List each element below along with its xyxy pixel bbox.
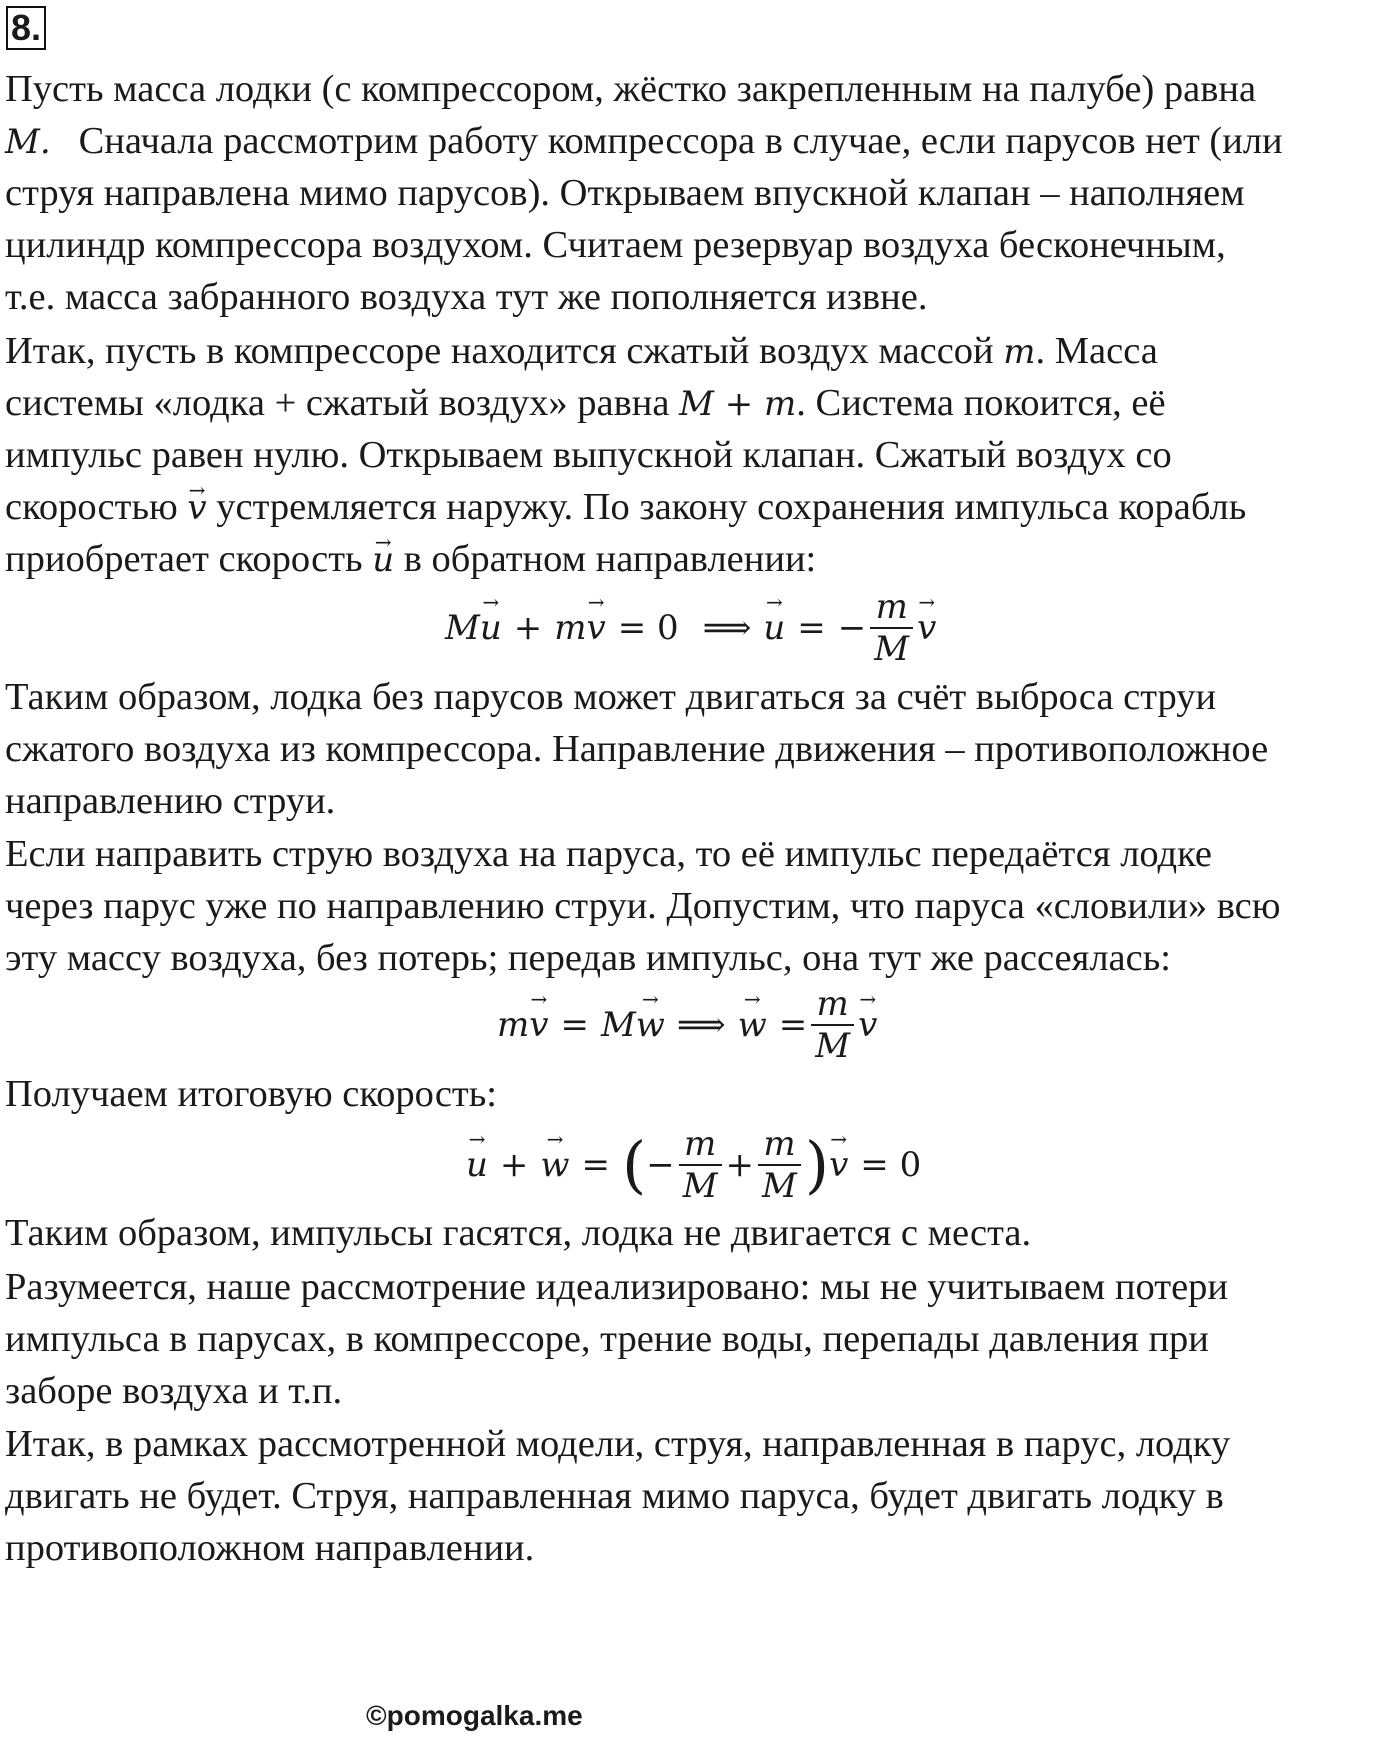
math-m: m — [1003, 332, 1036, 372]
text-line: Таким образом, лодка без парусов может двигаться за счёт выброса струи — [5, 676, 1217, 718]
text-line: заборе воздуха и т.п. — [5, 1370, 343, 1412]
text-line — [5, 381, 1166, 426]
text-line — [5, 537, 816, 582]
text-segment: в обратном направлении: — [403, 538, 817, 580]
text-line: Пусть масса лодки (с компрессором, жёстко закрепленным на палубе) равна — [5, 68, 1257, 110]
fraction-m-over-M: $\frac{m}{M}$ — [679, 1124, 722, 1206]
text-segment: . Система покоится, её — [796, 382, 1166, 424]
equation-momentum-boat: M → u + m → v = 0 ⟹ → u = − $\frac{m}{M}$ → v — [445, 588, 936, 668]
fraction-m-over-M: $\frac{m}{M}$ — [870, 587, 913, 669]
text-line: Получаем итоговую скорость: — [5, 1073, 498, 1115]
text-segment: Итак, пусть в компрессоре находится сжатый воздух массой — [5, 330, 994, 372]
text-segment: системы «лодка + сжатый воздух» равна — [5, 382, 670, 424]
equation-total-velocity: → u + → w = ( − $\frac{m}{M}$ + $\frac{m}{M}$ ) → v = 0 — [466, 1125, 921, 1205]
fraction-m-over-M: $\frac{m}{M}$ — [758, 1124, 801, 1206]
text-segment: приобретает скорость — [5, 538, 363, 580]
text-line: сжатого воздуха из компрессора. Направление движения – противоположное — [5, 728, 1269, 770]
text-line: Итак, в рамках рассмотренной модели, струя, направленная в парус, лодку — [5, 1423, 1231, 1465]
text-line: цилиндр компрессора воздухом. Считаем резервуар воздуха бесконечным, — [5, 224, 1226, 266]
text-segment: Сначала рассмотрим работу компрессора в случае, если парусов нет (или — [78, 120, 1283, 162]
text-line: Если направить струю воздуха на паруса, то её импульс передаётся лодке — [5, 833, 1212, 875]
text-line: импульс равен нулю. Открываем выпускной клапан. Сжатый воздух со — [5, 434, 1172, 476]
text-line — [5, 485, 1246, 530]
text-line: противоположном направлении. — [5, 1527, 535, 1569]
text-line: импульса в парусах, в компрессоре, трение воды, перепады давления при — [5, 1318, 1209, 1360]
text-line: эту массу воздуха, без потерь; передав импульс, она тут же рассеялась: — [5, 937, 1171, 979]
math-M: M. — [5, 122, 51, 162]
problem-number: 8. — [6, 6, 46, 50]
fraction-m-over-M: $\frac{m}{M}$ — [811, 984, 854, 1066]
equation-momentum-sail: m → v = M → w ⟹ → w = $\frac{m}{M}$ → v — [497, 985, 877, 1065]
text-line: через парус уже по направлению струи. Допустим, что паруса «словили» всю — [5, 885, 1281, 927]
vector-v: → v — [187, 486, 206, 530]
vector-u: → u — [372, 538, 394, 582]
text-segment: . Масса — [1035, 330, 1158, 372]
text-segment: устремляется наружу. По закону сохранения импульса корабль — [216, 486, 1247, 528]
text-line: т.е. масса забранного воздуха тут же пополняется извне. — [5, 276, 928, 318]
text-line: струя направлена мимо парусов). Открываем впускной клапан – наполняем — [5, 172, 1245, 214]
math-M-plus-m: M + m — [679, 384, 797, 424]
text-line — [5, 329, 1158, 374]
text-segment: скоростью — [5, 486, 178, 528]
text-line — [5, 119, 1283, 164]
text-line: Разумеется, наше рассмотрение идеализировано: мы не учитываем потери — [5, 1266, 1229, 1308]
text-line: Таким образом, импульсы гасятся, лодка не двигается с места. — [5, 1212, 1032, 1254]
text-line: направлению струи. — [5, 780, 336, 822]
text-line: двигать не будет. Струя, направленная мимо паруса, будет двигать лодку в — [5, 1475, 1224, 1517]
watermark: ©pomogalka.me — [366, 1700, 583, 1731]
